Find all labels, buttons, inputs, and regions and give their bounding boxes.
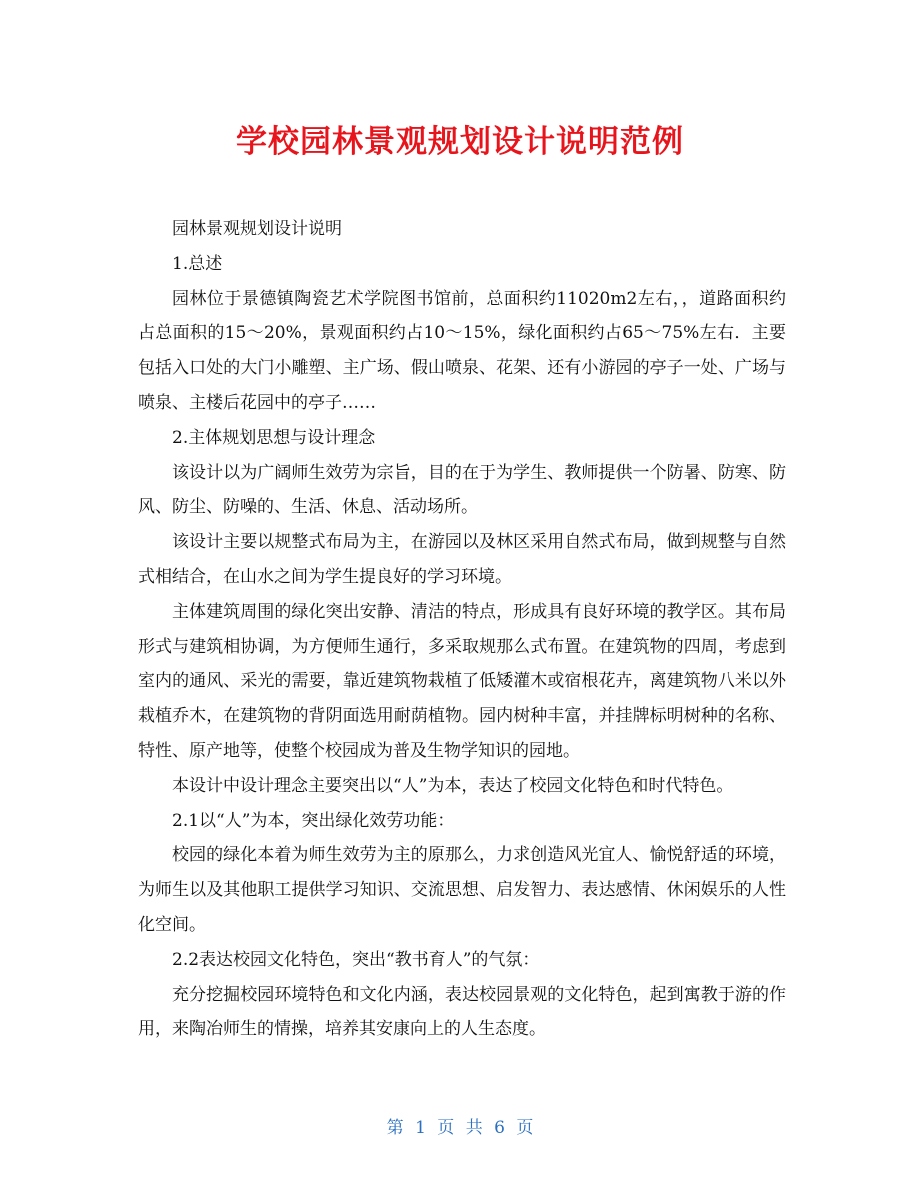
paragraph-heading: 园林景观规划设计说明 xyxy=(172,219,342,239)
paragraph: 校园的绿化本着为师生效劳为主的原那么，力求创造风光宜人、愉悦舒适的环境，为师生以及其他职工提供学习知识、交流思想、启发智力、表达感情、休闲娱乐的人性化空间。 xyxy=(138,845,786,935)
paragraph: 园林位于景德镇陶瓷艺术学院图书馆前，总面积约11020m2左右，，道路面积约占总面积的15～20%，景观面积约占10～15%，绿化面积约占65～75%左右．主要包括入口处的大门小雕塑、主广场、假山喷泉、花架、还有小游园的亭子一处、广场与喷泉、主楼后花园中的亭子…… xyxy=(138,288,786,413)
paragraph: 主体建筑周围的绿化突出安静、清洁的特点，形成具有良好环境的教学区。其布局形式与建筑相协调，为方便师生通行，多采取规那么式布置。在建筑物的四周，考虑到室内的通风、采光的需要，靠近建筑物栽植了低矮灌木或宿根花卉，离建筑物八米以外栽植乔木，在建筑物的背阴面选用耐荫植物。园内树种丰富，并挂牌标明树种的名称、特性、原产地等，使整个校园成为普及生物学知识的园地。 xyxy=(138,601,786,761)
paragraph: 充分挖掘校园环境特色和文化内涵，表达校园景观的文化特色，起到寓教于游的作用，来陶冶师生的情操，培养其安康向上的人生态度。 xyxy=(138,984,786,1040)
paragraph: 该设计以为广阔师生效劳为宗旨，目的在于为学生、教师提供一个防暑、防寒、防风、防尘、防噪的、生活、休息、活动场所。 xyxy=(138,462,786,518)
page-number-footer: 第 1 页 共 6 页 xyxy=(386,1118,534,1138)
document-body xyxy=(138,212,786,1047)
subsection-heading-2-1: 2.1以“人”为本，突出绿化效劳功能： xyxy=(172,810,455,831)
subsection-heading-2-2: 2.2表达校园文化特色，突出“教书育人”的气氛： xyxy=(172,949,540,970)
document-title: 学校园林景观规划设计说明范例 xyxy=(236,124,684,160)
paragraph: 该设计主要以规整式布局为主，在游园以及林区采用自然式布局，做到规整与自然式相结合，在山水之间为学生提良好的学习环境。 xyxy=(138,532,786,587)
section-heading-overview: 1.总述 xyxy=(172,253,223,274)
paragraph: 本设计中设计理念主要突出以“人”为本，表达了校园文化特色和时代特色。 xyxy=(172,775,734,796)
section-heading-planning: 2.主体规划思想与设计理念 xyxy=(172,427,376,448)
